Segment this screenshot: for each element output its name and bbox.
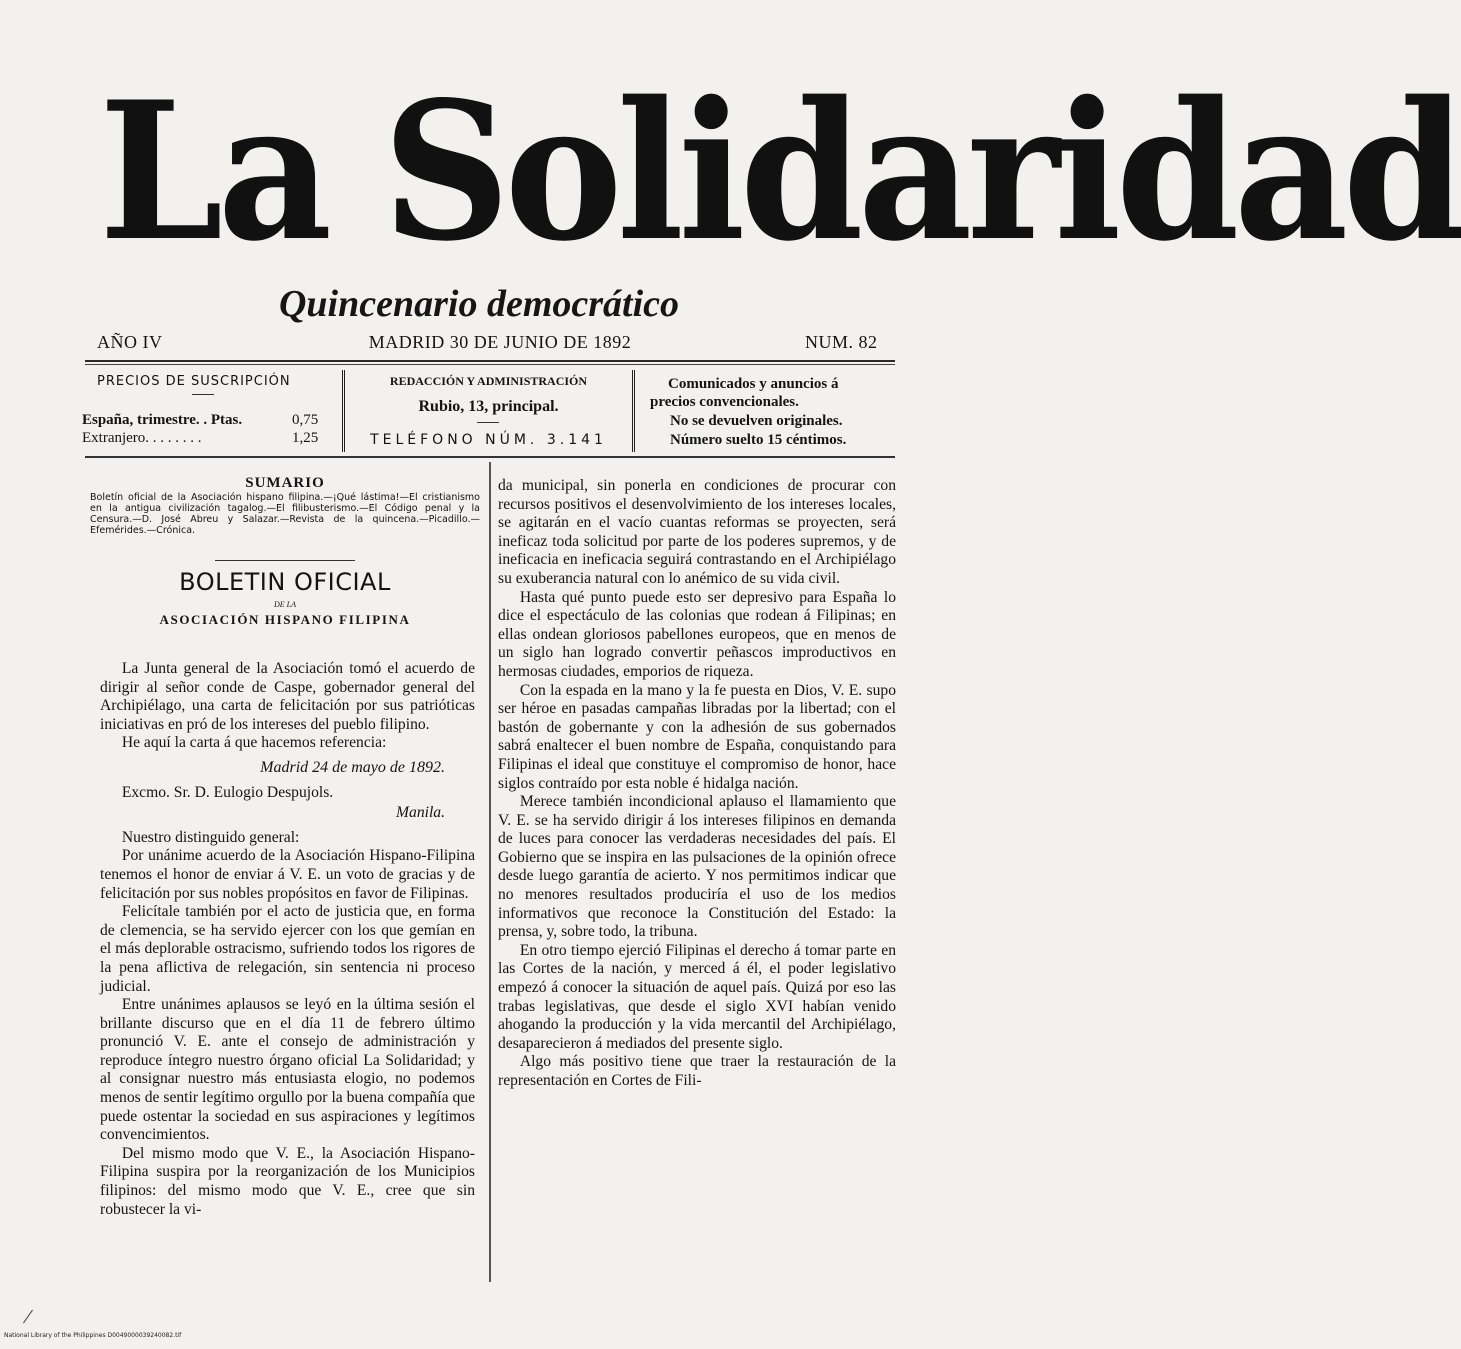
- header-bottom-rule: [85, 456, 895, 458]
- masthead-title: La Solidaridad: [99, 60, 1461, 283]
- boletin-dela: DE LA: [274, 600, 296, 609]
- column-divider: [489, 462, 491, 1282]
- redaccion-title: REDACCIÓN Y ADMINISTRACIÓN: [389, 374, 588, 388]
- left-paragraph-1: La Junta general de la Asociación tomó el acuerdo de dirigir al señor conde de Caspe, gobernador general del Archipiélago, una carta de felicitación por sus patrióticas iniciativas en pró de los intereses del pueblo filipino.: [100, 660, 475, 733]
- date-label: MADRID 30 DE JUNIO DE 1892: [368, 332, 632, 352]
- left-paragraph-5: Entre unánimes aplausos se leyó en la última sesión el brillante discurso que en el día 11 de febrero último pronunció V. E. ante el consejo de administración y reproduce íntegro nuestro órgano oficial La Solidaridad; y al consignar nuestro más entusiasta elogio, no podemos menos de sentir legítimo orgullo por la buena compañía que puede ostentar la sociedad en sus aspiraciones y legítimos convencimientos.: [100, 996, 475, 1144]
- newspaper-subtitle: Quincenario democrático: [278, 283, 680, 325]
- letter-place: Manila.: [396, 804, 445, 822]
- archive-footer: National Library of the Philippines D0049000039240082.tif: [4, 1332, 182, 1339]
- prices-rule: [192, 394, 214, 395]
- right-paragraph-4: Merece también incondicional aplauso el llamamiento que V. E. se ha servido dirigir á los intereses filipinos en demanda de luces para conocer las verdaderas necesidades del país. El Gobierno que se inspira en las pulsaciones de la opinión ofrece desde luego garantía de acierto. Y nos permitimos indicar que no menores resultados produciría el uso de los medios informativos que reconoce la Constitución del Estado: la prensa, y, sobre todo, la tribuna.: [498, 793, 896, 941]
- comunicados-line3: No se devuelven originales.: [670, 413, 843, 429]
- comunicados-line1: Comunicados y anuncios á: [668, 376, 839, 392]
- scan-mark: [23, 1310, 33, 1324]
- letter-greeting: Nuestro distinguido general:: [121, 828, 300, 846]
- comunicados-line4: Número suelto 15 céntimos.: [670, 432, 847, 448]
- redaccion-phone: TELÉFONO NÚM. 3.141: [370, 432, 607, 448]
- left-paragraph-6: Del mismo modo que V. E., la Asociación Hispano-Filipina suspira por la reorganización de los Municipios filipinos: del mismo modo que V. E., cree que sin robustecer la vi-: [100, 1144, 475, 1218]
- right-paragraph-2: Hasta qué punto puede esto ser depresivo para España lo dice el espectáculo de las colonias que rodean á Filipinas; en ellas ondean gloriosos pabellones europeos, que en menos de un siglo han logrado convertir peñascos improductivos en hermosas ciudades, emporios de riqueza.: [498, 588, 896, 680]
- top-rule: [85, 360, 895, 362]
- letter-salutation: Excmo. Sr. D. Eulogio Despujols.: [121, 783, 334, 801]
- prices-title: PRECIOS DE SUSCRIPCIÓN: [97, 374, 291, 389]
- boletin-subtitle: ASOCIACIÓN HISPANO FILIPINA: [159, 612, 411, 627]
- price-spain-label: España, trimestre. . Ptas.: [82, 412, 243, 428]
- sumario-body: Boletín oficial de la Asociación hispano filipina.—¡Qué lástima!—El cristianismo en la antigua civilización tagalog.—El filibusterismo.—El Código penal y la Censura.—D. José Abreu y Salazar.—Revista de la quincena.—Picadillo.—Efemérides.—Crónica.: [90, 492, 480, 536]
- top-rule-thin: [85, 364, 895, 365]
- left-column: [100, 660, 475, 1219]
- sumario-rule: [215, 560, 355, 561]
- left-paragraph-4: Felicítale también por el acto de justicia que, en forma de clemencia, se ha servido ejercer con los que gemían en el más deplorable ostracismo, sufriendo todos los rigores de la pena aflictiva de relegación, sin sentencia ni proceso judicial.: [100, 903, 475, 995]
- comunicados-box: [640, 370, 902, 452]
- right-paragraph-1: da municipal, sin ponerla en condiciones de procurar con recursos positivos el desenvolvimiento de los intereses locales, se agitarán en el vacío cuantas reformas se proyecten, será ineficaz toda solicitud por parte de los poderes supremos, y de ineficacia en ineficacia seguirá contrastando en el Archipiélago su exuberancia natural con lo anémico de su vida civil.: [498, 477, 896, 587]
- right-paragraph-5: En otro tiempo ejerció Filipinas el derecho á tomar parte en las Cortes de la nación, y merced á él, el poder legislativo empezó á conocer la situación de aquel país. Quizá por eso las trabas legislativas, que desde el siglo XVI habían venido ahogando la producción y la vida mercantil del Archipiélago, desaparecieron á mediados del presente siglo.: [498, 941, 896, 1052]
- right-paragraph-6: Algo más positivo tiene que traer la restauración de la representación en Cortes de Fili-: [498, 1053, 896, 1089]
- redaccion-box: [342, 370, 635, 452]
- price-spain-value: 0,75: [292, 412, 319, 428]
- letter-date: Madrid 24 de mayo de 1892.: [260, 758, 445, 776]
- right-column: [498, 477, 896, 1091]
- price-abroad-label: Extranjero. . . . . . . .: [82, 430, 202, 446]
- boletin-title: BOLETIN OFICIAL: [179, 568, 391, 596]
- year-label: AÑO IV: [97, 332, 163, 352]
- comunicados-line2: precios convencionales.: [650, 394, 799, 410]
- redaccion-address: Rubio, 13, principal.: [418, 398, 559, 415]
- left-paragraph-3: Por unánime acuerdo de la Asociación Hispano-Filipina tenemos el honor de enviar á V. E. un voto de gracias y de felicitación por sus nobles propósitos en favor de Filipinas.: [100, 847, 475, 902]
- right-paragraph-3: Con la espada en la mano y la fe puesta en Dios, V. E. supo ser héroe en pasadas campañas libradas por la libertad; con el bastón de gobernante y con la adhesión de sus gobernados sabrá enaltecer el buen nombre de España, conquistando para Filipinas el ideal que constituye el compromiso de honor, hace siglos contraído por esta noble é hidalga nación.: [498, 681, 896, 792]
- left-paragraph-2: He aquí la carta á que hacemos referencia:: [121, 734, 387, 752]
- sumario-title: SUMARIO: [245, 475, 325, 491]
- prices-box: [82, 370, 340, 452]
- issue-number: NUM. 82: [805, 332, 878, 352]
- redaccion-rule: [477, 422, 499, 423]
- price-abroad-value: 1,25: [292, 430, 319, 446]
